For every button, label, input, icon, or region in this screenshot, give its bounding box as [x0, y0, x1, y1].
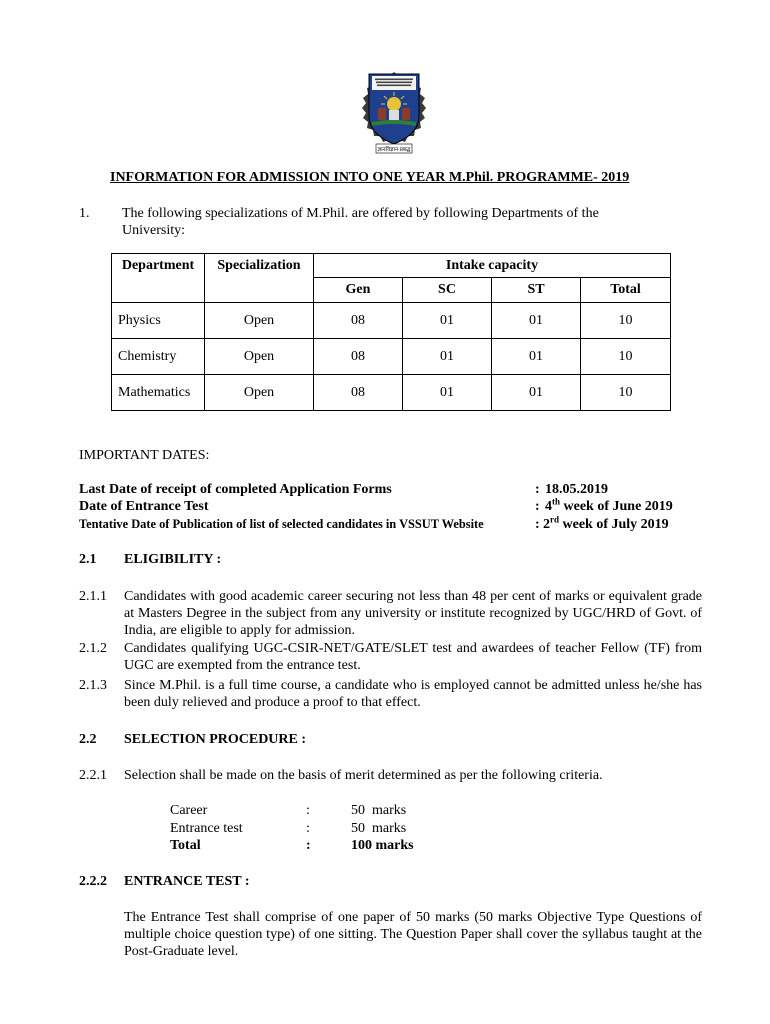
cell-st: 01	[492, 303, 581, 339]
cell-department: Mathematics	[112, 375, 205, 411]
cell-sc: 01	[403, 375, 492, 411]
cell-department: Chemistry	[112, 339, 205, 375]
cell-gen: 08	[314, 339, 403, 375]
intake-table	[111, 253, 671, 411]
item-number: 2.1.1	[79, 589, 107, 604]
item-number: 2.2.1	[79, 768, 107, 783]
date-label-application: Last Date of receipt of completed Application Forms	[79, 482, 392, 497]
logo-text-line	[375, 79, 413, 81]
cell-specialization: Open	[205, 303, 314, 339]
date-label-entrance: Date of Entrance Test	[79, 499, 209, 514]
criteria-sep: :	[306, 838, 311, 853]
entrance-text: The Entrance Test shall comprise of one paper of 50 marks (50 marks Objective Type Questions of multiple choice question type) of one sitting. The Question Paper shall cover the syllabus taught at the Post-Graduate level.	[124, 910, 702, 959]
eligibility-item-text: Candidates with good academic career securing not less than 48 per cent of marks or equivalent grade at Masters Degree in the subject from any university or institute recognized by UGC/HRD of Govt. of India, are eligible to apply for admission.	[124, 589, 702, 638]
eligibility-item-text: Candidates qualifying UGC-CSIR-NET/GATE/SLET test and awardees of teacher Fellow (TF) from UGC are exempted from the entrance test.	[124, 641, 702, 673]
selection-item-text: Selection shall be made on the basis of merit determined as per the following criteria.	[124, 768, 603, 783]
section-2-2-2-number: 2.2.2	[79, 874, 107, 889]
cell-st: 01	[492, 339, 581, 375]
header-intake-capacity: Intake capacity	[314, 254, 671, 278]
header-st: ST	[492, 278, 581, 303]
date-sep: :	[535, 517, 540, 532]
cell-specialization: Open	[205, 339, 314, 375]
criteria-value: 50 marks	[351, 803, 407, 818]
eligibility-item-text: Since M.Phil. is a full time course, a candidate who is employed cannot be admitted unless he/she has been duly relieved and produce a proof to that effect.	[124, 678, 702, 710]
page-title: INFORMATION FOR ADMISSION INTO ONE YEAR M.Phil. PROGRAMME- 2019	[110, 170, 630, 185]
cell-sc: 01	[403, 303, 492, 339]
table-row	[112, 375, 671, 411]
date-value-publication: 2rd week of July 2019	[543, 514, 669, 532]
header-total: Total	[581, 278, 671, 303]
university-logo	[356, 68, 432, 156]
criteria-label-total: Total	[170, 838, 201, 853]
cell-sc: 01	[403, 339, 492, 375]
criteria-sep: :	[306, 821, 310, 836]
criteria-label: Career	[170, 803, 208, 818]
header-department: Department	[112, 254, 205, 303]
logo-motto: ज्ञानविज्ञान प्रबद्ध	[377, 147, 411, 153]
date-label-publication: Tentative Date of Publication of list of selected candidates in VSSUT Website	[79, 517, 484, 531]
header-specialization: Specialization	[205, 254, 314, 303]
eligibility-heading: ELIGIBILITY :	[124, 552, 222, 567]
cell-gen: 08	[314, 375, 403, 411]
criteria-value: 50 marks	[351, 821, 407, 836]
section-2-1-number: 2.1	[79, 552, 97, 567]
cell-gen: 08	[314, 303, 403, 339]
section-1-text-line2: University:	[122, 223, 185, 238]
cell-total: 10	[581, 339, 671, 375]
criteria-label: Entrance test	[170, 821, 243, 836]
item-number: 2.1.3	[79, 678, 107, 693]
header-gen: Gen	[314, 278, 403, 303]
section-1-text-line1: The following specializations of M.Phil. are offered by following Departments of the	[122, 206, 599, 221]
section-2-2-number: 2.2	[79, 732, 97, 747]
section-1-number: 1.	[79, 206, 90, 221]
important-dates-heading: IMPORTANT DATES:	[79, 448, 210, 463]
date-value-entrance: 4th week of June 2019	[545, 496, 673, 514]
header-sc: SC	[403, 278, 492, 303]
cell-department: Physics	[112, 303, 205, 339]
date-sep: :	[535, 482, 540, 497]
selection-heading: SELECTION PROCEDURE :	[124, 732, 307, 747]
criteria-value-total: 100 marks	[351, 838, 414, 853]
date-value-application: 18.05.2019	[545, 482, 608, 497]
cell-total: 10	[581, 375, 671, 411]
cell-st: 01	[492, 375, 581, 411]
table-row	[112, 339, 671, 375]
entrance-heading: ENTRANCE TEST :	[124, 874, 250, 889]
date-sep: :	[535, 499, 540, 514]
criteria-sep: :	[306, 803, 310, 818]
table-row	[112, 303, 671, 339]
cell-specialization: Open	[205, 375, 314, 411]
cell-total: 10	[581, 303, 671, 339]
item-number: 2.1.2	[79, 641, 107, 656]
